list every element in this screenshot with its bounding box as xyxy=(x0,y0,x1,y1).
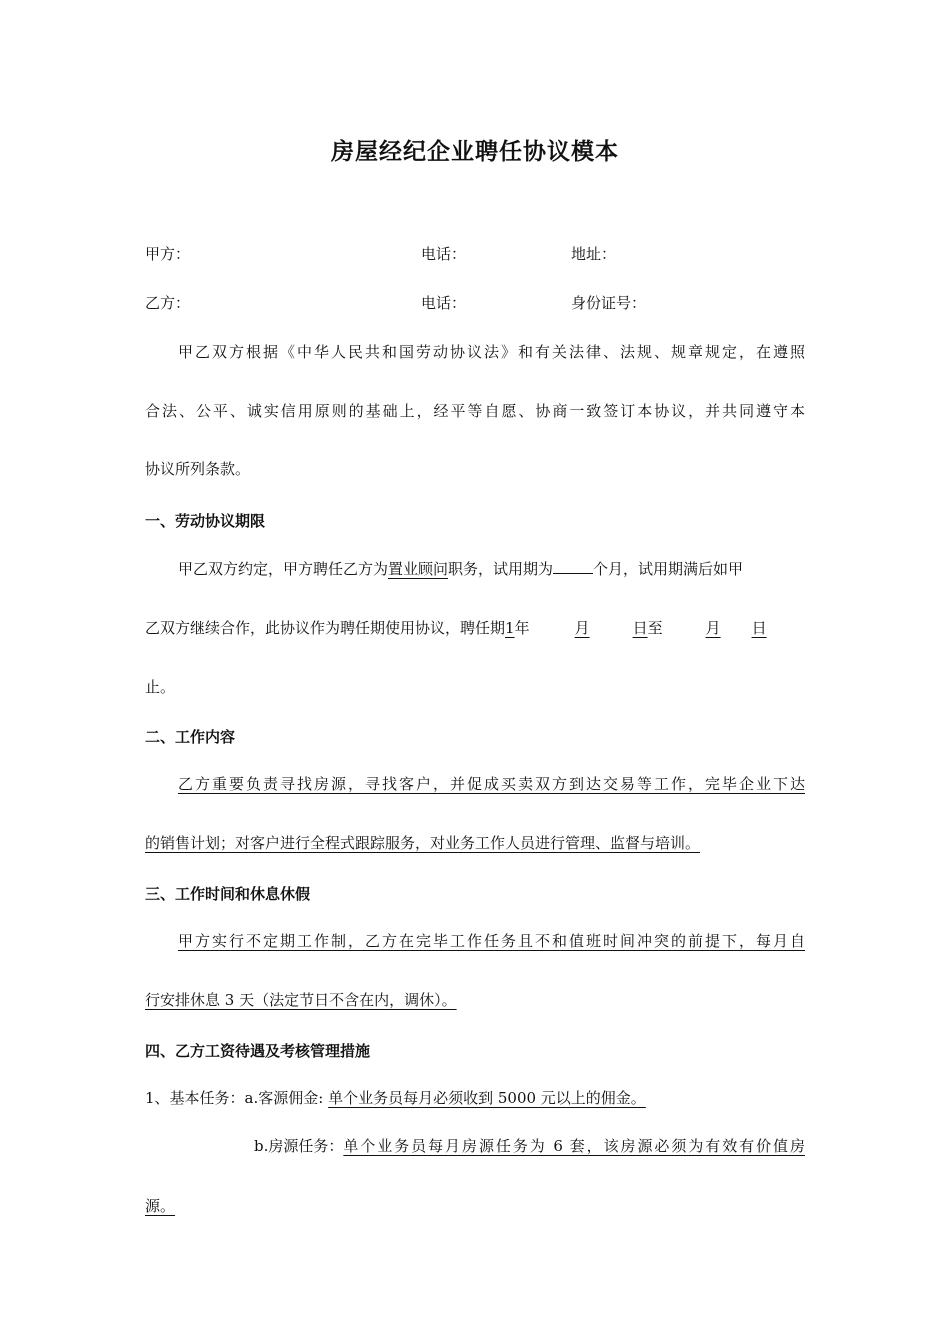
probation-months-blank xyxy=(553,557,593,574)
to-label: 至 xyxy=(647,619,663,637)
section-1-text-a: 甲乙双方约定，甲方聘任乙方为 xyxy=(178,560,389,578)
section-1-text-d: 乙双方继续合作，此协议作为聘任期使用协议，聘任期 xyxy=(145,619,506,637)
section-1-line-3: 止。 xyxy=(145,678,176,696)
section-3-heading: 三、工作时间和休息休假 xyxy=(145,885,311,903)
section-4-heading: 四、乙方工资待遇及考核管理措施 xyxy=(145,1042,371,1060)
item-1a-text: 单个业务员每月必须收到 5000 元以上的佣金。 xyxy=(328,1089,646,1107)
start-day-field xyxy=(612,617,648,639)
item-1b-label: b.房源任务： xyxy=(254,1137,344,1155)
position-value: 置业顾问 xyxy=(388,560,449,578)
item-1b-continuation: 源。 xyxy=(145,1197,176,1215)
section-2-line-1: 乙方重要负责寻找房源，寻找客户，并促成买卖双方到达交易等工作，完毕企业下达 xyxy=(178,775,805,793)
year-label: 年 xyxy=(514,619,530,637)
section-1-heading: 一、劳动协议期限 xyxy=(145,512,266,530)
party-a-address-label: 地址： xyxy=(571,245,617,263)
section-1-text-c: 个月，试用期满后如甲 xyxy=(593,560,744,578)
item-1b-text: 单个业务员每月房源任务为 6 套，该房源必须为有效有价值房 xyxy=(343,1137,805,1155)
preamble-line-2: 合法、公平、诚实信用原则的基础上，经平等自愿、协商一致签订本协议，并共同遵守本 xyxy=(145,402,805,420)
party-a-label: 甲方： xyxy=(145,245,191,263)
section-4-item-1b xyxy=(254,1135,805,1157)
preamble-line-1: 甲乙双方根据《中华人民共和国劳动协议法》和有关法律、法规、规章规定，在遵照 xyxy=(178,343,805,361)
document-title: 房屋经纪企业聘任协议模本 xyxy=(331,139,619,165)
party-a-phone-label: 电话： xyxy=(421,245,467,263)
section-1-line-1 xyxy=(178,557,805,580)
party-b-id-label: 身份证号： xyxy=(571,294,647,312)
item-1a-label: 1、基本任务：a.客源佣金: xyxy=(145,1089,324,1107)
section-2-line-2: 的销售计划；对客户进行全程式跟踪服务，对业务工作人员进行管理、监督与培训。 xyxy=(145,834,701,852)
preamble-line-3: 协议所列条款。 xyxy=(145,460,251,478)
end-day-field xyxy=(721,617,767,639)
end-month-field xyxy=(663,617,721,639)
section-3-line-1: 甲方实行不定期工作制，乙方在完毕工作任务且不和值班时间冲突的前提下，每月自 xyxy=(178,932,805,950)
party-b-label: 乙方： xyxy=(145,294,191,312)
start-month-label: 月 xyxy=(574,619,590,637)
end-month-label: 月 xyxy=(705,619,721,637)
party-b-phone-label: 电话： xyxy=(421,294,467,312)
term-years-value: 1 xyxy=(505,619,515,637)
section-3-line-2: 行安排休息 3 天（法定节日不含在内，调休）。 xyxy=(145,991,457,1009)
section-2-heading: 二、工作内容 xyxy=(145,728,236,746)
section-1-line-2 xyxy=(145,617,807,639)
start-month-field xyxy=(530,617,612,639)
end-day-label: 日 xyxy=(751,619,767,637)
start-day-label: 日 xyxy=(632,619,648,637)
section-1-text-b: 职务，试用期为 xyxy=(448,560,554,578)
section-4-item-1a xyxy=(145,1087,646,1109)
